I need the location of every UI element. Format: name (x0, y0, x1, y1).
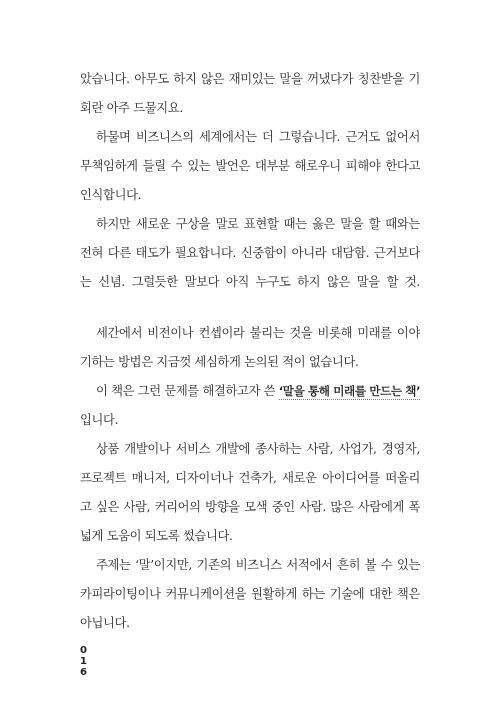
text-line: 기하는 방법은 지금껏 세심하게 논의된 적이 없습니다. (80, 355, 359, 369)
page-number-digit: 6 (80, 667, 87, 678)
highlighted-book-title: ‘말을 통해 미래를 만드는 책’ (278, 384, 420, 398)
text-line: 아닙니다. (80, 616, 130, 630)
text-line: 주제는 ‘말’이지만, 기존의 비즈니스 서적에서 흔히 볼 수 있는 (96, 558, 420, 572)
text-line: 하지만 새로운 구상을 말로 표현할 때는 옳은 말을 할 때와는 (96, 217, 420, 231)
text-line: 카피라이팅이나 커뮤니케이션을 원활하게 하는 기술에 대한 책은 (80, 587, 420, 601)
text-line: 프로젝트 매니저, 디자이너나 건축가, 새로운 아이디어를 떠올리 (80, 471, 420, 485)
text-line: 입니다. (80, 413, 119, 427)
text-line: 상품 개발이나 서비스 개발에 종사하는 사람, 사업가, 경영자, (96, 442, 420, 456)
text-line: 는 신념. 그럴듯한 말보다 아직 누구도 하지 않은 말을 할 것. (80, 275, 420, 289)
text-line: 세간에서 비전이나 컨셉이라 불리는 것을 비롯해 미래를 이야 (96, 326, 420, 340)
page-number-digit: 0 (80, 645, 87, 656)
page-number-digit: 1 (80, 656, 87, 667)
text-line: 회란 아주 드물지요. (80, 101, 183, 115)
text-line (80, 381, 420, 401)
text-line: 넓게 도움이 되도록 썼습니다. (80, 529, 233, 543)
text-segment: 이 책은 그런 문제를 해결하고자 쓴 (96, 384, 279, 398)
text-line: 았습니다. 아무도 하지 않은 재미있는 말을 꺼냈다가 칭찬받을 기 (80, 72, 420, 86)
text-line: 전혀 다른 태도가 필요합니다. 신중함이 아니라 대담함. 근거보다 (80, 246, 420, 260)
text-line: 하물며 비즈니스의 세계에서는 더 그렇습니다. 근거도 없어서 (96, 130, 420, 144)
text-line: 무책임하게 들릴 수 있는 발언은 대부분 해로우니 피해야 한다고 (80, 159, 420, 173)
text-line: 고 싶은 사람, 커리어의 방향을 모색 중인 사람. 많은 사람에게 폭 (80, 500, 420, 514)
page-number (80, 645, 92, 678)
text-line: 인식합니다. (80, 188, 142, 202)
